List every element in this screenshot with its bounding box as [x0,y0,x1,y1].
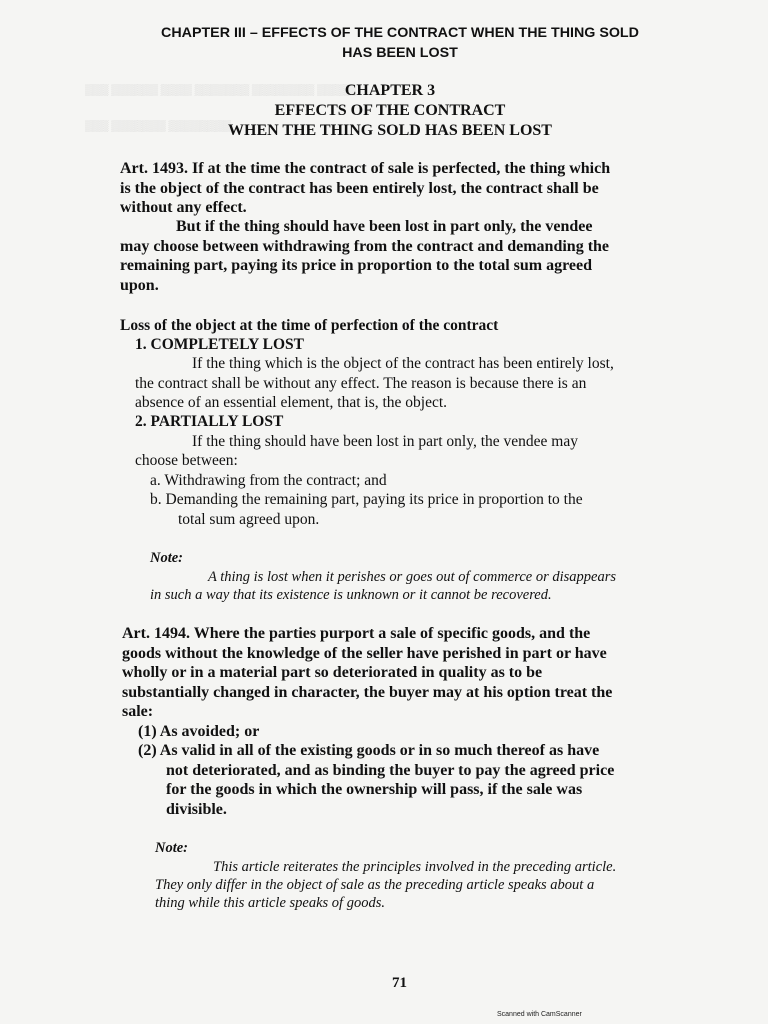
art1493-line-1: Art. 1493. If at the time the contract of sale is perfected, the thing which [120,160,611,177]
art1494-line-5: sale: [122,703,154,720]
note-1-line-1: A thing is lost when it perishes or goes out of commerce or disappears [208,569,616,585]
art1494-option-2-line-1: (2) As valid in all of the existing goods or in so much thereof as have [138,742,600,759]
note-1-line-2: in such a way that its existence is unknown or it cannot be recovered. [150,587,552,603]
partially-lost-line-2: choose between: [135,452,238,469]
running-header-line-1: CHAPTER III – EFFECTS OF THE CONTRACT WHEN THE THING SOLD [161,25,639,41]
bleed-through-texture: ▒▒▒ ▒▒▒▒▒▒ ▒▒▒▒ ▒▒▒▒▒▒▒ ▒▒▒▒▒▒▒▒ ▒▒▒▒▒ [85,84,356,96]
completely-lost-line-1: If the thing which is the object of the contract has been entirely lost, [192,355,614,372]
art1493-line-7: upon. [120,277,159,294]
partially-lost-title: 2. PARTIALLY LOST [135,413,284,430]
bleed-through-texture: ▒▒▒ ▒▒▒▒▒▒▒ ▒▒▒▒▒▒▒▒ [85,120,231,132]
art1494-option-1: (1) As avoided; or [138,723,260,740]
art1493-line-4: But if the thing should have been lost in part only, the vendee [176,218,593,235]
art1494-option-2-line-2: not deteriorated, and as binding the buyer to pay the agreed price [166,762,615,779]
art1494-option-2-line-4: divisible. [166,801,227,818]
chapter-title-line-1: EFFECTS OF THE CONTRACT [274,102,506,119]
art1493-line-2: is the object of the contract has been entirely lost, the contract shall be [120,180,599,197]
chapter-number: CHAPTER 3 [344,82,436,99]
partially-lost-line-1: If the thing should have been lost in part only, the vendee may [192,433,578,450]
completely-lost-line-2: the contract shall be without any effect. The reason is because there is an [135,375,587,392]
art1493-line-3: without any effect. [120,199,247,216]
page-number: 71 [392,975,407,991]
art1494-line-2: goods without the knowledge of the seller have perished in part or have [122,645,607,662]
note-2-label: Note: [155,840,189,856]
running-header-line-2: HAS BEEN LOST [342,45,458,61]
note-2-line-1: This article reiterates the principles involved in the preceding article. [213,859,617,875]
note-2-line-2: They only differ in the object of sale as the preceding article speaks about a [155,877,595,893]
chapter-title-line-2: WHEN THE THING SOLD HAS BEEN LOST [228,122,552,139]
scanner-watermark: Scanned with CamScanner [497,1011,582,1018]
loss-section-heading: Loss of the object at the time of perfection of the contract [120,317,499,334]
option-b-line-2: total sum agreed upon. [178,511,320,528]
art1494-option-2-line-3: for the goods in which the ownership will pass, if the sale was [166,781,583,798]
note-2-line-3: thing while this article speaks of goods. [155,895,385,911]
art1494-line-1: Art. 1494. Where the parties purport a sale of specific goods, and the [122,625,591,642]
option-a: a. Withdrawing from the contract; and [150,472,387,489]
completely-lost-title: 1. COMPLETELY LOST [135,336,304,353]
completely-lost-line-3: absence of an essential element, that is, the object. [135,394,448,411]
option-b-line-1: b. Demanding the remaining part, paying its price in proportion to the [150,491,583,508]
art1494-line-4: substantially changed in character, the buyer may at his option treat the [122,684,613,701]
art1494-line-3: wholly or in a material part so deteriorated in quality as to be [122,664,543,681]
art1493-line-5: may choose between withdrawing from the contract and demanding the [120,238,610,255]
note-1-label: Note: [150,550,184,566]
art1493-line-6: remaining part, paying its price in proportion to the total sum agreed [120,257,592,274]
